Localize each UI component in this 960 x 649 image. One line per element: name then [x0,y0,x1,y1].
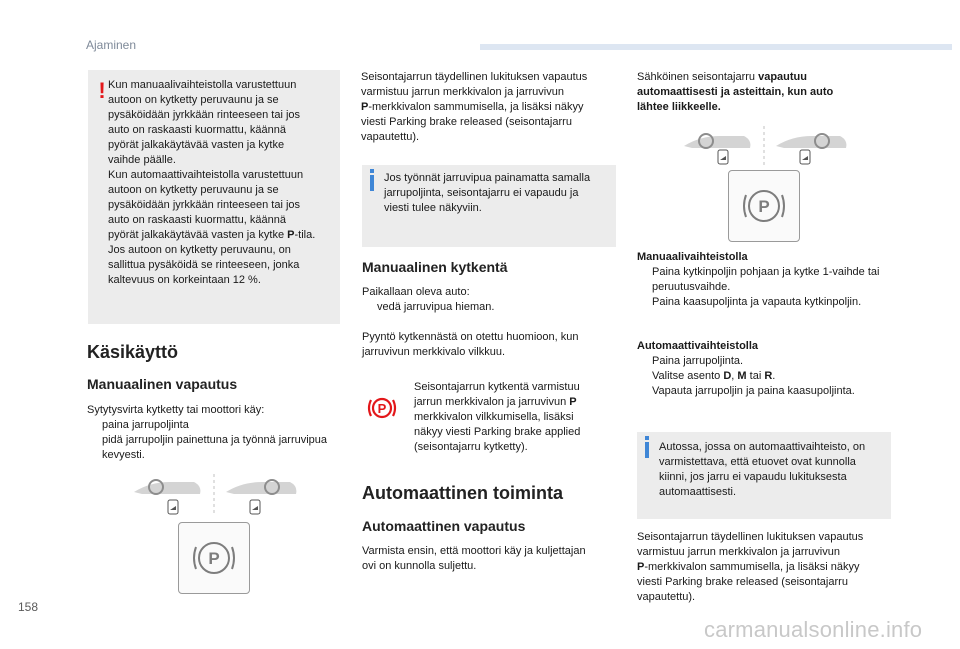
warning-icon: ! [98,78,106,103]
text-line: automaattisesti ja asteittain, kun auto [637,86,834,98]
warning-line-suffix: -tila. [294,229,316,241]
p-letter: P [377,401,387,416]
manual-release-intro: Sytytysvirta kytketty tai moottori käy: [87,404,265,416]
text-line: vapautettu). [361,131,420,143]
pedals-illustration [130,472,298,524]
foot-pedal-icon [168,500,178,514]
info-icon [645,442,649,458]
parking-brake-switch [728,170,800,242]
info-text [659,440,887,500]
warning-line: pysäköidään jyrkkään rinteeseen tai jos [108,199,301,211]
automatic-gearbox-title: Automaattivaihteistolla [637,340,759,352]
page-number: 158 [18,600,39,614]
watermark: carmanualsonline.info [704,617,923,642]
warning-line: pysäköidään jyrkkään rinteeseen tai jos [108,109,301,121]
section-label: Ajaminen [86,38,137,52]
text-line: viesti tulee näkyviin. [384,202,482,214]
info-text [384,171,612,216]
text-line: Seisontajarrun täydellinen lukituksen vapautus [361,71,588,83]
list-item: Vapauta jarrupoljin ja paina kaasupoljinta. [637,384,897,399]
text-line: jarruvivun merkkivalo vilkkuu. [362,346,506,358]
bullet-icon [87,433,102,463]
left-pedal-shape [134,482,200,494]
text-line: näkyy viesti Parking brake applied [414,426,581,438]
manual-gearbox-title: Manuaalivaihteistolla [637,251,748,263]
foot-pedal-icon [718,150,728,164]
warning-line: autoon on kytketty peruvaunu ja se [108,94,279,106]
warning-line: sallittua pysäköidä se rinteeseen, jonka [108,259,300,271]
parking-brake-icon [729,171,799,241]
gear-p: P [637,561,645,573]
text-line: lähtee liikkeelle. [637,101,721,113]
info-box [637,432,891,519]
text-line: Pyyntö kytkennästä on otettu huomioon, kun [362,331,579,343]
list-item: pidä jarrupoljin painettuna ja työnnä jarruvipua kevyesti. [87,433,339,463]
section-title-manual: Käsikäyttö [87,342,179,362]
bullet-icon [637,265,652,295]
manual-gearbox-text [637,250,897,310]
bullet-icon [637,295,652,310]
automatic-release-text [362,544,622,574]
list-item: Valitse asento D, M tai R. [637,369,897,384]
text-line: P-merkkivalon sammumisella, ja lisäksi näkyy [361,101,584,113]
warning-line: auto on raskaasti kuormattu, käännä [108,214,286,226]
list-item: paina jarrupoljinta [87,418,339,433]
list-item: vedä jarruvipua hieman. [362,300,622,315]
section-title-automatic: Automaattinen toiminta [362,483,563,503]
parking-brake-icon [179,523,249,593]
text-line: Sähköinen seisontajarru vapautuu [637,71,807,83]
text-line: viesti Parking brake released (seisontajarru [637,576,848,588]
warning-line: autoon on kytketty peruvaunu ja se [108,184,279,196]
gear-p: P [569,396,577,408]
warning-line: vaihde päälle. [108,154,176,166]
text-line: automaattisesti. [659,486,737,498]
gear-p: P [287,229,295,241]
parking-brake-warning-icon [366,392,398,424]
bullet-icon [637,369,652,384]
auto-intro-text [637,70,897,115]
bullet-icon [637,384,652,399]
subtitle-manual-release: Manuaalinen vapautus [87,376,238,392]
list-item: Paina kytkinpoljin pohjaan ja kytke 1-vaihde tai peruutusvaihde. [637,265,897,295]
text-line: Jos työnnät jarruvipua painamatta samalla [384,172,591,184]
text-line: Autossa, jossa on automaattivaihteisto, on [659,441,866,453]
warning-line-text: pyörät jalkakäytävää vasten ja kytke [108,229,288,241]
subtitle-manual-apply: Manuaalinen kytkentä [362,259,508,275]
text-line: jarrun merkkivalon ja jarruvivun P [414,396,577,408]
text-line: ovi on kunnolla suljettu. [362,560,477,572]
p-letter: P [758,197,770,216]
bullet-icon [87,418,102,433]
automatic-gearbox-text [637,339,897,399]
info-icon [370,175,374,191]
warning-line: auto on raskaasti kuormattu, käännä [108,124,286,136]
text-line: merkkivalon vilkkumisella, lisäksi [414,411,574,423]
parking-brake-switch [178,522,250,594]
full-release-text [361,70,621,145]
bullet-icon [637,354,652,369]
p-letter: P [208,549,220,568]
warning-line [108,228,336,243]
text-line: (seisontajarru kytketty). [414,441,528,453]
text-line: varmistettava, että etuovet ovat kunnolla [659,456,856,468]
text-line: Seisontajarrun täydellinen lukituksen vapautus [637,531,864,543]
list-item: Paina jarrupoljinta. [637,354,897,369]
pedals-illustration [680,126,848,168]
foot-pedal-icon [250,500,260,514]
full-release-text [637,530,897,605]
text-line: kiinni, jos jarru ei vapaudu lukituksesta [659,471,847,483]
text-line: Seisontajarrun kytkentä varmistuu [414,381,580,393]
header-bar [480,44,952,50]
manual-apply-text [362,285,622,315]
bullet-icon [362,300,377,315]
manual-release-text [87,403,339,463]
text-line: Paikallaan oleva auto: [362,286,470,298]
text-line: varmistuu jarrun merkkivalon ja jarruvivun [361,86,564,98]
warning-line: Kun manuaalivaihteistolla varustettuun [108,79,297,91]
foot-pedal-icon [800,150,810,164]
apply-confirm-text [414,380,624,455]
warning-line: Kun automaattivaihteistolla varustettuun [108,169,304,181]
right-pedal-shape [226,482,296,494]
gear-p: P [361,101,369,113]
warning-text [108,78,336,288]
text-line: Varmista ensin, että moottori käy ja kuljettajan [362,545,586,557]
text-line: varmistuu jarrun merkkivalon ja jarruvivun [637,546,840,558]
text-line: jarrupoljinta, seisontajarru ei vapaudu ja [384,187,579,199]
list-item: Paina kaasupoljinta ja vapauta kytkinpoljin. [637,295,897,310]
warning-line: kaltevuus on korkeintaan 12 %. [108,274,261,286]
warning-line: pyörät jalkakäytävää vasten ja kytke [108,139,285,151]
request-text [362,330,622,360]
info-box [362,165,616,247]
text-line: P-merkkivalon sammumisella, ja lisäksi näkyy [637,561,860,573]
text-line: viesti Parking brake released (seisontajarru [361,116,572,128]
subtitle-automatic-release: Automaattinen vapautus [362,518,526,534]
text-line: vapautettu). [637,591,696,603]
warning-box [88,70,340,324]
warning-line: Jos autoon on kytketty peruvaunu, on [108,244,291,256]
